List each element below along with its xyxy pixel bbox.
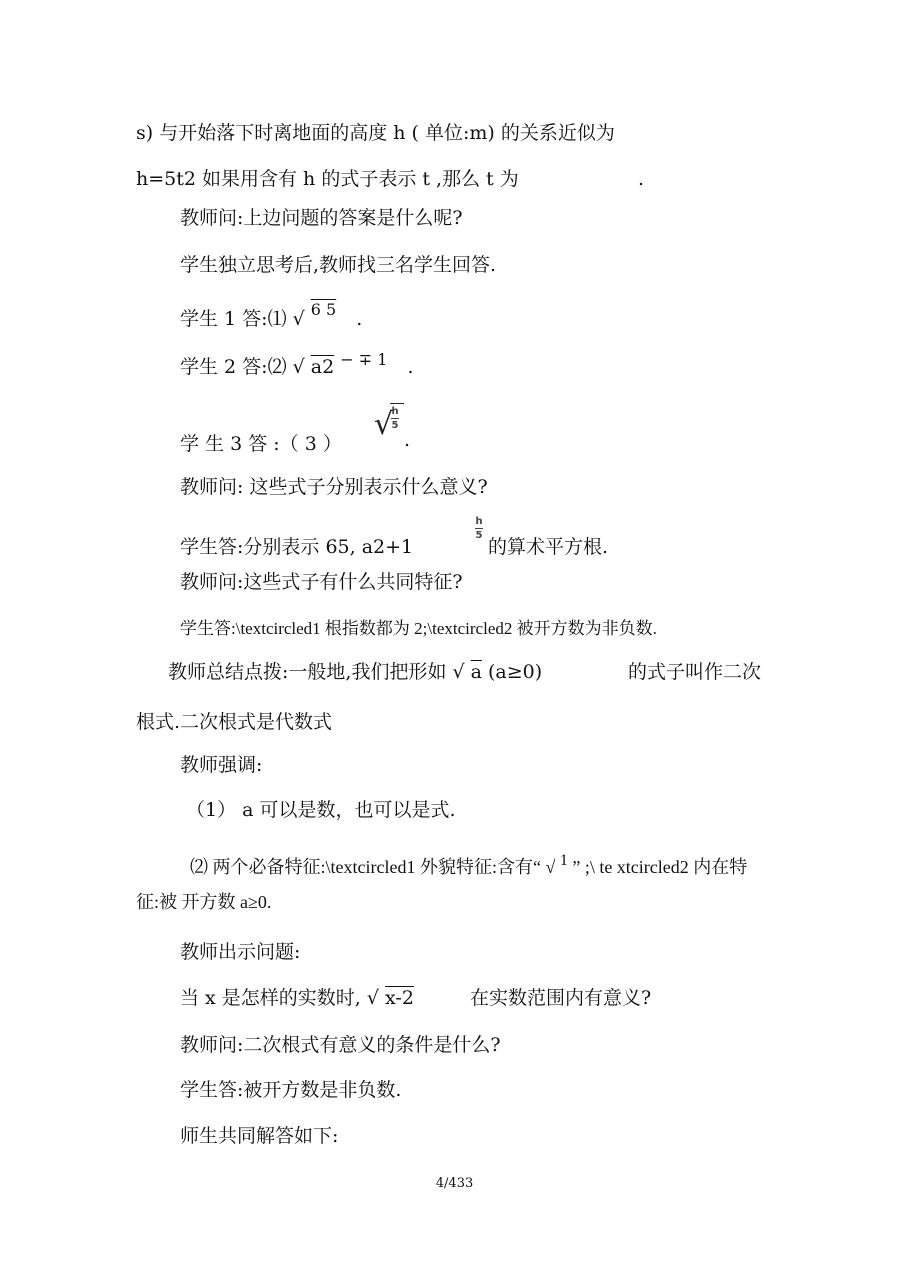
text-segment: 的式子叫作二次 <box>628 661 762 683</box>
text-segment: 师生共同解答如下: <box>180 1125 339 1147</box>
fraction-numerator: h <box>475 516 483 527</box>
text-line-13 <box>136 710 332 734</box>
period: . <box>404 429 411 451</box>
text-segment: （1） a 可以是数，也可以是式. <box>186 799 456 821</box>
text-line-19-end <box>470 986 651 1010</box>
text-segment: 学生答:被开方数是非负数. <box>180 1079 402 1101</box>
text-segment: 教师问:二次根式有意义的条件是什么? <box>180 1034 501 1056</box>
text-line-4 <box>180 253 496 277</box>
text-line-12 <box>168 660 542 684</box>
text-line-17 <box>136 890 271 914</box>
text-segment: 学生独立思考后,教师找三名学生回答. <box>180 254 497 276</box>
radicand: 6 5 <box>310 300 337 319</box>
text-segment: 学生答:分别表示 65, a2+1 <box>180 536 414 558</box>
radicand: a2 <box>310 356 335 378</box>
text-line-7-end <box>404 428 410 452</box>
radicand: x-2 <box>385 987 414 1009</box>
text-segment: 学生 2 答:⑵ √ <box>180 356 305 378</box>
period: . <box>407 356 414 378</box>
text-line-11 <box>180 617 657 641</box>
text-line-6 <box>180 350 414 380</box>
page-number: 4/433 <box>435 1176 474 1191</box>
text-segment: 根式.二次根式是代数式 <box>136 711 333 733</box>
text-line-16 <box>190 852 748 881</box>
text-line-15 <box>186 798 456 822</box>
text-line-14 <box>180 753 262 777</box>
text-line-9-end <box>488 535 608 559</box>
text-line-12-end <box>628 660 761 684</box>
radicand: 1 <box>559 852 568 869</box>
text-segment: 教师问:这些式子有什么共同特征? <box>180 571 463 593</box>
fraction-denominator: 5 <box>475 530 483 541</box>
text-line-22 <box>180 1124 338 1148</box>
text-line-3 <box>180 206 463 230</box>
text-segment: s) 与开始落下时离地面的高度 h ( 单位:m) 的关系近似为 <box>136 122 615 144</box>
text-line-20 <box>180 1033 501 1057</box>
period: . <box>356 308 363 330</box>
text-segment: 教师总结点拨:一般地,我们把形如 √ <box>168 661 465 683</box>
text-segment: 当 x 是怎样的实数时, √ <box>180 987 379 1009</box>
fraction-h-over-5 <box>475 516 483 541</box>
radicand-tail: − ∓ 1 <box>340 350 388 369</box>
text-segment: 教师问: 这些式子分别表示什么意义? <box>180 476 488 498</box>
text-line-21 <box>180 1078 401 1102</box>
text-line-2-end <box>638 167 644 191</box>
period: . <box>638 168 645 190</box>
text-line-1 <box>136 121 615 145</box>
text-line-2 <box>136 167 519 191</box>
text-segment: 征:被 开方数 a≥0. <box>136 892 272 912</box>
fraction-numerator: h <box>391 406 399 417</box>
text-line-5 <box>180 300 363 332</box>
text-segment: 的算术平方根. <box>488 536 609 558</box>
text-segment: h=5t2 如果用含有 h 的式子表示 t ,那么 t 为 <box>136 168 519 190</box>
text-line-10 <box>180 570 463 594</box>
text-segment: 学生答:\textcircled1 根指数都为 2;\textcircled2 被开方数为非负数. <box>180 619 657 638</box>
text-line-7 <box>180 432 342 456</box>
radical-vinculum <box>390 403 404 404</box>
text-segment: 教师出示问题: <box>180 941 301 963</box>
condition: (a≥0) <box>488 661 543 683</box>
text-segment: 教师强调: <box>180 754 263 776</box>
text-line-19 <box>180 986 414 1010</box>
text-segment: ⑵ 两个必备特征:\textcircled1 外貌特征:含有“ √ <box>190 857 556 877</box>
text-segment: 学生 1 答:⑴ √ <box>180 308 305 330</box>
text-segment: 学 生 3 答 :（ 3 ） <box>180 433 342 455</box>
fraction-denominator: 5 <box>391 420 399 431</box>
text-segment: 在实数范围内有意义? <box>470 987 652 1009</box>
radicand: a <box>470 661 482 683</box>
radical-sign-icon: √ <box>374 407 394 442</box>
text-line-8 <box>180 475 488 499</box>
text-segment: 教师问:上边问题的答案是什么呢? <box>180 207 463 229</box>
text-line-18 <box>180 940 300 964</box>
fraction-h-over-5 <box>391 406 399 431</box>
text-segment: ” ;\ te xtcircled2 内在特 <box>572 857 748 877</box>
text-line-9 <box>180 535 413 559</box>
